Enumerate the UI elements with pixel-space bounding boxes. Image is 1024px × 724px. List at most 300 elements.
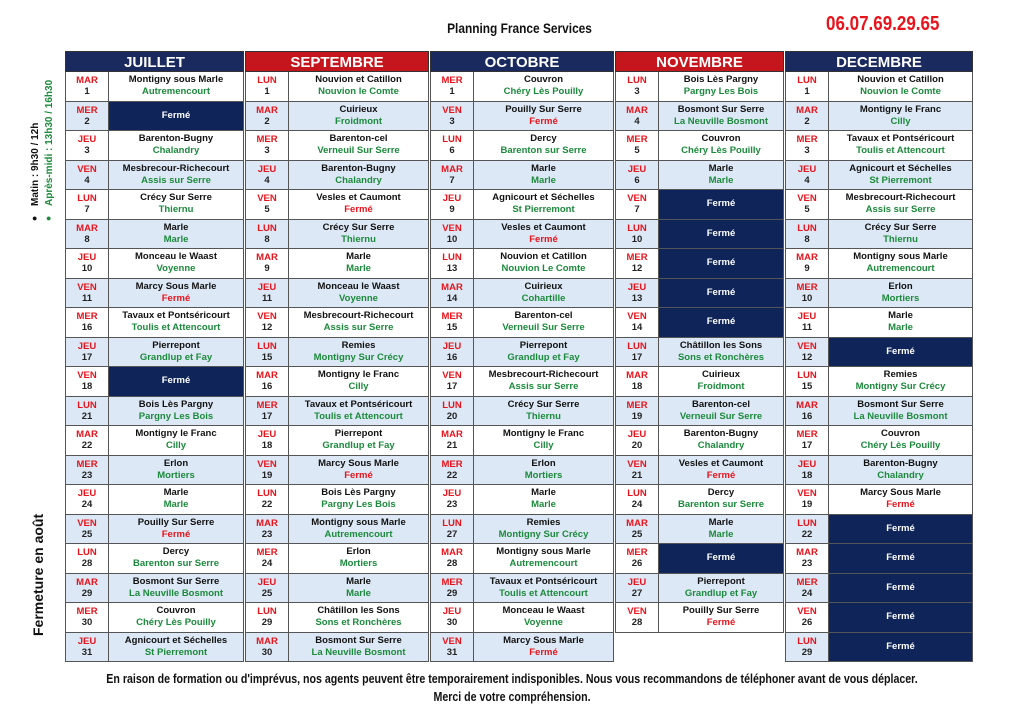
month-header: NOVEMBRE xyxy=(615,51,784,72)
day-name: VEN xyxy=(797,606,817,618)
schedule-row xyxy=(785,574,973,604)
day-number: 22 xyxy=(261,499,273,511)
primary-town: Pouilly Sur Serre xyxy=(505,103,582,115)
closed-cell xyxy=(829,633,972,662)
primary-town: Erlon xyxy=(346,546,371,558)
schedule-row xyxy=(245,72,429,102)
date-cell xyxy=(431,515,474,544)
closed-label: Fermé xyxy=(886,552,915,564)
closed-label: Fermé xyxy=(886,611,915,623)
primary-town: Vesles et Caumont xyxy=(316,192,401,204)
day-number: 17 xyxy=(446,381,458,393)
day-name: MER xyxy=(796,281,818,293)
day-number: 17 xyxy=(631,351,643,363)
secondary-town: Toulis et Attencourt xyxy=(856,145,945,157)
day-number: 25 xyxy=(631,528,643,540)
closed-label: Fermé xyxy=(706,316,736,328)
day-number: 12 xyxy=(801,351,813,363)
secondary-town: Marle xyxy=(346,263,371,275)
day-number: 26 xyxy=(801,617,813,629)
schedule-row xyxy=(245,574,429,604)
day-number: 1 xyxy=(804,86,810,98)
closed-note: Fermé xyxy=(529,646,558,658)
day-name: VEN xyxy=(442,635,462,647)
primary-town: Mesbrecourt-Richecourt xyxy=(303,310,414,322)
day-name: MAR xyxy=(256,517,278,529)
date-cell xyxy=(786,161,829,190)
day-name: MAR xyxy=(441,547,463,559)
schedule-row xyxy=(615,603,784,633)
secondary-town: Nouvion Le Comte xyxy=(501,263,586,275)
date-cell xyxy=(66,426,109,455)
day-number: 16 xyxy=(801,410,813,422)
day-name: VEN xyxy=(797,340,817,352)
day-name: LUN xyxy=(257,340,277,352)
primary-town: Marle xyxy=(888,310,913,322)
day-number: 16 xyxy=(81,322,93,334)
secondary-town: Assis sur Serre xyxy=(141,174,211,186)
schedule-row xyxy=(245,456,429,486)
schedule-row xyxy=(65,102,244,132)
schedule-row xyxy=(785,544,973,574)
schedule-row xyxy=(785,249,973,279)
day-number: 31 xyxy=(81,646,93,658)
date-cell xyxy=(786,515,829,544)
primary-town: Marle xyxy=(163,221,189,233)
schedule-row xyxy=(615,220,784,250)
day-name: VEN xyxy=(77,163,97,175)
day-name: LUN xyxy=(797,75,817,87)
day-number: 8 xyxy=(84,233,90,245)
schedule-row xyxy=(430,338,614,368)
day-name: MAR xyxy=(76,576,98,588)
day-number: 7 xyxy=(634,204,640,216)
primary-town: Châtillon les Sons xyxy=(317,605,400,617)
day-number: 14 xyxy=(631,322,643,334)
schedule-row xyxy=(430,131,614,161)
day-name: MAR xyxy=(796,399,818,411)
date-cell xyxy=(616,279,659,308)
bullet-icon: ● xyxy=(46,213,52,223)
day-number: 22 xyxy=(801,528,813,540)
day-name: JEU xyxy=(442,193,462,205)
day-number: 9 xyxy=(449,204,455,216)
schedule-calendar xyxy=(65,51,974,662)
day-name: LUN xyxy=(257,606,277,618)
date-cell xyxy=(431,279,474,308)
schedule-row xyxy=(65,367,244,397)
secondary-town: Sons et Ronchères xyxy=(315,617,402,629)
day-name: JEU xyxy=(442,606,462,618)
day-name: JEU xyxy=(627,281,647,293)
schedule-row xyxy=(785,102,973,132)
closed-note: Fermé xyxy=(706,469,736,481)
day-number: 1 xyxy=(449,86,455,98)
location-cell xyxy=(829,102,972,131)
location-cell xyxy=(289,397,428,426)
secondary-town: Autremencourt xyxy=(324,528,393,540)
primary-town: Monceau le Waast xyxy=(317,280,400,292)
secondary-town: Cohartille xyxy=(521,292,566,304)
day-number: 22 xyxy=(446,469,458,481)
schedule-row xyxy=(615,102,784,132)
schedule-row xyxy=(615,544,784,574)
primary-town: Marcy Sous Marle xyxy=(503,634,584,646)
primary-town: Mesbrecourt-Richecourt xyxy=(488,369,599,381)
day-number: 6 xyxy=(634,174,640,186)
day-name: MAR xyxy=(796,252,818,264)
schedule-row xyxy=(65,456,244,486)
bullet-icon: ● xyxy=(32,213,38,223)
date-cell xyxy=(246,426,289,455)
date-cell xyxy=(66,367,109,396)
day-number: 29 xyxy=(81,587,93,599)
schedule-row xyxy=(65,220,244,250)
schedule-row xyxy=(430,72,614,102)
location-cell xyxy=(289,367,428,396)
primary-town: Pierrepont xyxy=(697,575,745,587)
primary-town: Montigny le Franc xyxy=(317,369,400,381)
location-cell xyxy=(659,485,783,514)
day-name: MER xyxy=(76,104,98,116)
day-number: 7 xyxy=(84,204,90,216)
schedule-row xyxy=(430,397,614,427)
schedule-row xyxy=(785,161,973,191)
day-name: MER xyxy=(441,311,463,323)
date-cell xyxy=(616,397,659,426)
secondary-town: St Pierremont xyxy=(869,174,932,186)
day-name: LUN xyxy=(257,75,277,87)
footer-line: En raison de formation ou d'imprévus, nos agents peuvent être temporairement indisponibles. Nous vous recommandons de téléphoner avant de vous déplacer. xyxy=(106,672,918,686)
location-cell xyxy=(289,426,428,455)
schedule-row xyxy=(615,308,784,338)
schedule-row xyxy=(430,426,614,456)
primary-town: Erlon xyxy=(531,457,556,469)
primary-town: Vesles et Caumont xyxy=(678,457,764,469)
schedule-row xyxy=(245,249,429,279)
secondary-town: Voyenne xyxy=(524,617,563,629)
day-number: 21 xyxy=(631,469,643,481)
day-name: MAR xyxy=(76,222,98,234)
date-cell xyxy=(786,190,829,219)
secondary-town: Mortiers xyxy=(339,558,378,570)
day-number: 4 xyxy=(264,174,270,186)
secondary-town: Pargny Les Bois xyxy=(683,86,759,98)
date-cell xyxy=(616,102,659,131)
location-cell xyxy=(289,515,428,544)
closed-label: Fermé xyxy=(706,227,736,239)
day-name: MAR xyxy=(626,517,648,529)
date-cell xyxy=(431,574,474,603)
secondary-town: Montigny Sur Crécy xyxy=(498,528,589,540)
secondary-town: Nouvion le Comte xyxy=(860,86,941,98)
schedule-row xyxy=(65,161,244,191)
closed-note: Fermé xyxy=(706,617,736,629)
day-number: 26 xyxy=(631,558,643,570)
day-name: MER xyxy=(626,134,648,146)
schedule-row xyxy=(65,515,244,545)
schedule-row xyxy=(615,72,784,102)
location-cell xyxy=(829,397,972,426)
day-name: VEN xyxy=(442,370,462,382)
secondary-town: Mortiers xyxy=(524,469,563,481)
primary-town: Barenton-Bugny xyxy=(683,428,759,440)
day-name: VEN xyxy=(77,517,97,529)
primary-town: Barenton-Bugny xyxy=(863,457,938,469)
secondary-town: Grandlup et Fay xyxy=(684,587,758,599)
schedule-row xyxy=(65,544,244,574)
secondary-town: Marle xyxy=(163,233,189,245)
location-cell xyxy=(289,279,428,308)
location-cell xyxy=(289,308,428,337)
primary-town: Barenton-cel xyxy=(329,133,388,145)
month-column xyxy=(245,51,429,662)
date-cell xyxy=(786,72,829,101)
schedule-row xyxy=(430,485,614,515)
date-cell xyxy=(786,603,829,632)
location-cell xyxy=(109,485,243,514)
day-name: JEU xyxy=(797,458,817,470)
day-name: MER xyxy=(76,606,98,618)
day-number: 24 xyxy=(801,587,813,599)
location-cell xyxy=(474,338,613,367)
day-number: 9 xyxy=(804,263,810,275)
date-cell xyxy=(66,161,109,190)
location-cell xyxy=(829,190,972,219)
secondary-town: Cilly xyxy=(533,440,554,452)
primary-town: Remies xyxy=(341,339,376,351)
secondary-town: Autremencourt xyxy=(866,263,935,275)
day-number: 13 xyxy=(446,263,458,275)
primary-town: Couvron xyxy=(701,133,741,145)
primary-town: Marcy Sous Marle xyxy=(860,487,941,499)
day-name: MAR xyxy=(441,163,463,175)
date-cell xyxy=(431,367,474,396)
location-cell xyxy=(109,308,243,337)
schedule-row xyxy=(785,426,973,456)
phone-number[interactable]: 06.07.69.29.65 xyxy=(826,13,940,35)
secondary-town: La Neuville Bosmont xyxy=(674,115,768,127)
date-cell xyxy=(246,544,289,573)
closed-note: Fermé xyxy=(344,469,373,481)
schedule-row xyxy=(430,633,614,663)
secondary-town: Chalandry xyxy=(335,174,382,186)
primary-town: Crécy Sur Serre xyxy=(140,192,212,204)
date-cell xyxy=(616,161,659,190)
day-name: MER xyxy=(796,576,818,588)
location-cell xyxy=(109,397,243,426)
day-number: 5 xyxy=(634,145,640,157)
schedule-row xyxy=(430,249,614,279)
location-cell xyxy=(474,102,613,131)
day-name: JEU xyxy=(257,429,277,441)
schedule-row xyxy=(615,485,784,515)
day-number: 5 xyxy=(264,204,270,216)
schedule-row xyxy=(245,190,429,220)
primary-town: Mesbrecour-Richecourt xyxy=(122,162,230,174)
location-cell xyxy=(289,249,428,278)
day-name: JEU xyxy=(797,163,817,175)
day-number: 5 xyxy=(804,204,810,216)
closed-label: Fermé xyxy=(886,581,915,593)
closed-cell xyxy=(659,544,783,573)
date-cell xyxy=(431,544,474,573)
day-number: 2 xyxy=(264,115,270,127)
date-cell xyxy=(616,190,659,219)
day-number: 15 xyxy=(261,351,273,363)
schedule-row xyxy=(65,397,244,427)
schedule-row xyxy=(245,220,429,250)
primary-town: Dercy xyxy=(707,487,735,499)
location-cell xyxy=(109,131,243,160)
schedule-row xyxy=(65,574,244,604)
month-column xyxy=(65,51,244,662)
primary-town: Mesbrecourt-Richecourt xyxy=(845,192,956,204)
primary-town: Montigny sous Marle xyxy=(128,74,224,86)
day-name: MAR xyxy=(256,104,278,116)
date-cell xyxy=(66,308,109,337)
secondary-town: Barenton sur Serre xyxy=(132,558,220,570)
month-header: SEPTEMBRE xyxy=(245,51,429,72)
schedule-row xyxy=(245,426,429,456)
date-cell xyxy=(616,220,659,249)
date-cell xyxy=(786,397,829,426)
day-number: 28 xyxy=(631,617,643,629)
day-number: 3 xyxy=(634,86,640,98)
location-cell xyxy=(289,161,428,190)
secondary-town: Sons et Ronchères xyxy=(677,351,765,363)
date-cell xyxy=(431,397,474,426)
schedule-row xyxy=(785,279,973,309)
secondary-town: Grandlup et Fay xyxy=(322,440,395,452)
primary-town: Châtillon les Sons xyxy=(679,339,763,351)
location-cell xyxy=(474,426,613,455)
location-cell xyxy=(474,397,613,426)
closed-cell xyxy=(109,367,243,396)
secondary-town: Barenton sur Serre xyxy=(500,145,587,157)
closed-label: Fermé xyxy=(886,640,915,652)
date-cell xyxy=(246,161,289,190)
schedule-row xyxy=(245,603,429,633)
date-cell xyxy=(246,220,289,249)
closure-note: Fermeture en août xyxy=(30,513,46,636)
location-cell xyxy=(659,367,783,396)
day-number: 11 xyxy=(261,292,273,304)
location-cell xyxy=(289,574,428,603)
secondary-town: Assis sur Serre xyxy=(508,381,579,393)
day-name: VEN xyxy=(442,222,462,234)
location-cell xyxy=(659,72,783,101)
location-cell xyxy=(109,279,243,308)
secondary-town: Chalandry xyxy=(877,469,924,481)
schedule-row xyxy=(615,161,784,191)
primary-town: Erlon xyxy=(163,457,189,469)
primary-town: Monceau le Waast xyxy=(502,605,585,617)
schedule-row xyxy=(615,397,784,427)
location-cell xyxy=(659,102,783,131)
day-number: 3 xyxy=(84,145,90,157)
primary-town: Pierrepont xyxy=(519,339,568,351)
secondary-town: Montigny Sur Crécy xyxy=(855,381,946,393)
schedule-row xyxy=(430,603,614,633)
secondary-town: Pargny Les Bois xyxy=(138,410,214,422)
closed-cell xyxy=(829,574,972,603)
schedule-row xyxy=(785,397,973,427)
day-number: 23 xyxy=(801,558,813,570)
location-cell xyxy=(474,515,613,544)
location-cell xyxy=(829,426,972,455)
secondary-town: Nouvion le Comte xyxy=(318,86,399,98)
closed-cell xyxy=(659,190,783,219)
day-number: 16 xyxy=(446,351,458,363)
location-cell xyxy=(474,279,613,308)
closed-cell xyxy=(829,544,972,573)
location-cell xyxy=(289,220,428,249)
day-number: 21 xyxy=(81,410,93,422)
location-cell xyxy=(829,131,972,160)
day-name: MER xyxy=(441,458,463,470)
primary-town: Agnicourt et Séchelles xyxy=(492,192,595,204)
secondary-town: Chéry Lès Pouilly xyxy=(860,440,941,452)
secondary-town: Marle xyxy=(531,499,556,511)
date-cell xyxy=(246,131,289,160)
date-cell xyxy=(246,515,289,544)
day-name: JEU xyxy=(77,635,97,647)
closed-label: Fermé xyxy=(706,198,736,210)
date-cell xyxy=(246,102,289,131)
schedule-row xyxy=(245,102,429,132)
day-name: LUN xyxy=(627,340,647,352)
primary-town: Barenton-Bugny xyxy=(321,162,396,174)
secondary-town: Barenton sur Serre xyxy=(677,499,765,511)
primary-town: Dercy xyxy=(162,546,190,558)
day-number: 4 xyxy=(804,174,810,186)
date-cell xyxy=(431,131,474,160)
day-name: LUN xyxy=(797,370,817,382)
day-name: LUN xyxy=(797,517,817,529)
schedule-row xyxy=(65,633,244,663)
location-cell xyxy=(474,574,613,603)
primary-town: Bois Lès Pargny xyxy=(321,487,396,499)
day-number: 10 xyxy=(81,263,93,275)
day-name: VEN xyxy=(77,370,97,382)
day-name: LUN xyxy=(627,488,647,500)
day-number: 14 xyxy=(446,292,458,304)
primary-town: Pierrepont xyxy=(152,339,200,351)
day-number: 15 xyxy=(446,322,458,334)
day-number: 4 xyxy=(84,174,90,186)
location-cell xyxy=(829,308,972,337)
location-cell xyxy=(829,456,972,485)
schedule-row xyxy=(245,367,429,397)
day-number: 1 xyxy=(264,86,270,98)
date-cell xyxy=(786,633,829,662)
secondary-town: Toulis et Attencourt xyxy=(131,322,221,334)
day-name: JEU xyxy=(77,134,97,146)
day-name: VEN xyxy=(627,458,647,470)
schedule-row xyxy=(785,515,973,545)
schedule-row xyxy=(430,367,614,397)
date-cell xyxy=(616,308,659,337)
day-number: 18 xyxy=(631,381,643,393)
day-name: VEN xyxy=(257,458,277,470)
schedule-row xyxy=(245,338,429,368)
date-cell xyxy=(786,338,829,367)
day-name: MAR xyxy=(441,281,463,293)
closed-note: Fermé xyxy=(529,233,558,245)
location-cell xyxy=(829,72,972,101)
location-cell xyxy=(659,161,783,190)
